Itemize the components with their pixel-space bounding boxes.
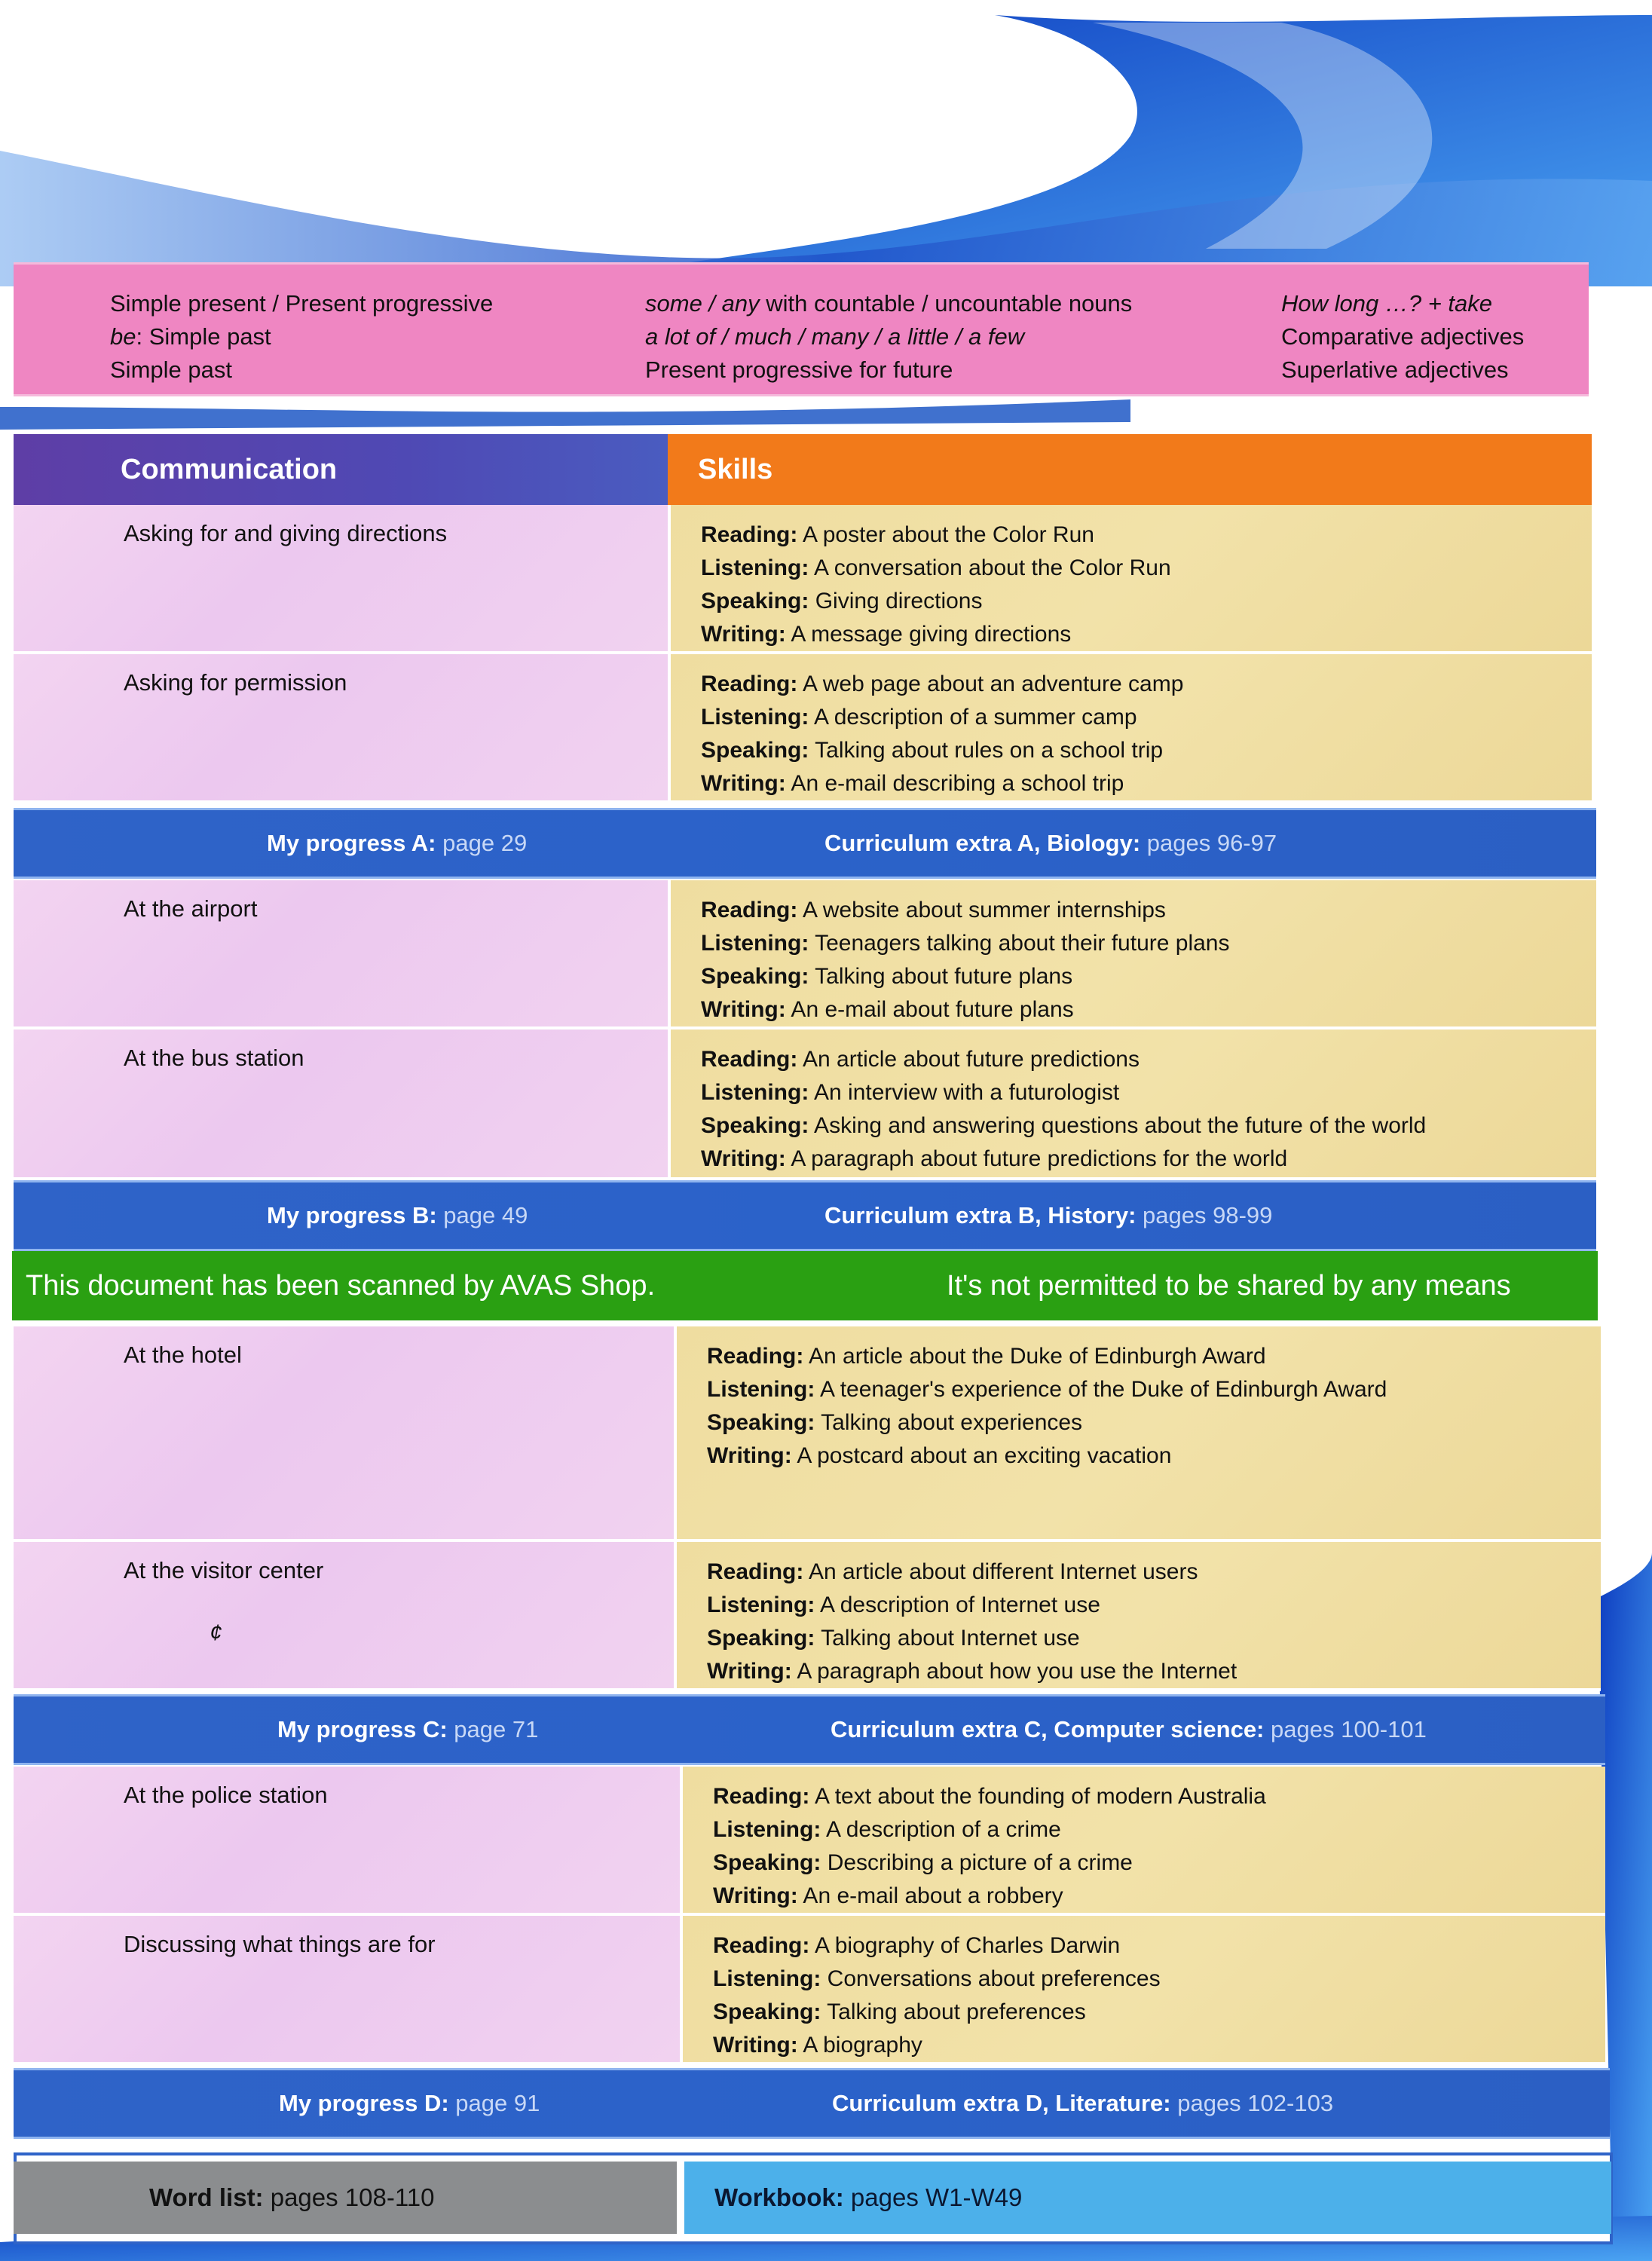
- progress-page: page 29: [436, 830, 528, 856]
- skill-label: Writing:: [701, 622, 786, 647]
- communication-text: At the hotel: [124, 1342, 242, 1368]
- skill-line: [701, 618, 1592, 651]
- grammar-italic: be: [110, 323, 136, 350]
- skill-label: Writing:: [713, 2033, 798, 2058]
- skill-text: A description of a summer camp: [809, 705, 1137, 730]
- grammar-item: Simple past: [110, 356, 232, 383]
- scan-notice-band: [12, 1251, 1598, 1320]
- skill-text: Giving directions: [809, 589, 983, 613]
- stray-mark: ¢: [210, 1620, 222, 1645]
- skill-line: [713, 1846, 1605, 1880]
- skill-text: An e-mail describing a school trip: [785, 771, 1124, 796]
- grammar-item: [645, 320, 1132, 353]
- communication-text: Asking for permission: [124, 669, 347, 696]
- my-progress-c: [277, 1697, 538, 1763]
- skill-text: A text about the founding of modern Australia: [809, 1784, 1266, 1809]
- communication-cell: [14, 1326, 674, 1542]
- communication-text: At the visitor center: [124, 1557, 324, 1583]
- skill-text: Talking about experiences: [815, 1410, 1083, 1435]
- progress-label: My progress C:: [277, 1716, 448, 1742]
- skills-cell: [680, 1916, 1605, 2065]
- skill-line: [707, 1556, 1601, 1589]
- workbook-label: Workbook:: [714, 2183, 844, 2211]
- communication-cell: [14, 1542, 674, 1691]
- skill-label: Listening:: [707, 1592, 815, 1617]
- grammar-italic: any: [721, 290, 760, 317]
- progress-band-d: [14, 2068, 1610, 2139]
- workbook-pages: pages W1-W49: [843, 2183, 1023, 2211]
- skill-label: Reading:: [707, 1559, 804, 1584]
- progress-page: page 91: [448, 2090, 540, 2116]
- skill-line: [707, 1440, 1601, 1473]
- grammar-italic: How long …? + take: [1281, 290, 1493, 317]
- curriculum-extra-d: [832, 2070, 1333, 2137]
- skill-line: [701, 1043, 1596, 1076]
- skill-text: A conversation about the Color Run: [809, 555, 1171, 580]
- skill-label: Writing:: [701, 997, 786, 1022]
- skill-text: Asking and answering questions about the future of the world: [809, 1113, 1427, 1138]
- skill-line: [701, 734, 1592, 767]
- skill-label: Reading:: [701, 1047, 798, 1072]
- progress-page: page 71: [447, 1716, 539, 1742]
- skill-label: Writing:: [701, 771, 786, 796]
- skill-line: [707, 1406, 1601, 1440]
- skill-label: Listening:: [701, 555, 809, 580]
- skill-line: [713, 1780, 1605, 1813]
- curriculum-extra-a: [824, 810, 1277, 877]
- skill-text: A poster about the Color Run: [797, 522, 1094, 547]
- skill-label: Speaking:: [701, 589, 809, 613]
- extra-label: Curriculum extra B, History:: [824, 1202, 1137, 1228]
- grammar-item: Comparative adjectives: [1281, 323, 1525, 350]
- skill-label: Reading:: [701, 898, 798, 922]
- skill-label: Listening:: [701, 1080, 809, 1105]
- skill-label: Speaking:: [701, 1113, 809, 1138]
- skill-label: Listening:: [707, 1377, 815, 1402]
- skill-label: Writing:: [707, 1659, 792, 1684]
- skill-text: An e-mail about future plans: [785, 997, 1074, 1022]
- skill-text: An article about different Internet users: [803, 1559, 1198, 1584]
- skill-line: [701, 1109, 1596, 1143]
- skill-line: [707, 1655, 1601, 1688]
- communication-cell: [14, 880, 668, 1030]
- skill-text: A web page about an adventure camp: [797, 672, 1184, 696]
- communication-cell: [14, 1767, 680, 1916]
- skill-line: [713, 1929, 1605, 1963]
- skills-cell: [668, 1030, 1596, 1180]
- skill-label: Reading:: [701, 522, 798, 547]
- skill-label: Writing:: [701, 1146, 786, 1171]
- skills-cell: [668, 880, 1596, 1030]
- skill-label: Speaking:: [707, 1410, 815, 1435]
- skill-label: Reading:: [713, 1933, 810, 1958]
- communication-text: At the bus station: [124, 1045, 304, 1071]
- grammar-item: Superlative adjectives: [1281, 356, 1509, 383]
- skill-label: Writing:: [707, 1443, 792, 1468]
- progress-label: My progress D:: [279, 2090, 449, 2116]
- skill-text: Talking about rules on a school trip: [809, 738, 1164, 763]
- grammar-italic: some: [645, 290, 702, 317]
- grammar-text: with countable / uncountable nouns: [759, 290, 1133, 317]
- grammar-column-3: [1281, 287, 1524, 387]
- skill-label: Speaking:: [701, 738, 809, 763]
- communication-text: Discussing what things are for: [124, 1931, 436, 1957]
- communication-cell: [14, 505, 668, 654]
- workbook-box: [684, 2162, 1611, 2234]
- skill-label: Listening:: [713, 1966, 821, 1991]
- skill-line: [701, 1143, 1596, 1176]
- skill-text: A teenager's experience of the Duke of Edinburgh Award: [815, 1377, 1387, 1402]
- skill-line: [701, 552, 1592, 585]
- skill-text: Teenagers talking about their future plans: [809, 931, 1230, 956]
- skill-line: [701, 519, 1592, 552]
- communication-cell: [14, 1916, 680, 2065]
- grammar-band: [14, 262, 1589, 396]
- skill-text: An article about the Duke of Edinburgh Award: [803, 1344, 1266, 1369]
- skill-text: A website about summer internships: [797, 898, 1166, 922]
- progress-band-a: [14, 808, 1596, 879]
- progress-label: My progress B:: [267, 1202, 437, 1228]
- skills-header: Skills: [668, 434, 1592, 505]
- grammar-text: : Simple past: [136, 323, 271, 350]
- curriculum-extra-b: [824, 1183, 1272, 1249]
- grammar-item: [1281, 287, 1524, 320]
- extra-label: Curriculum extra C, Computer science:: [831, 1716, 1265, 1742]
- skill-text: Talking about future plans: [809, 964, 1073, 989]
- skills-cell: [680, 1767, 1605, 1916]
- word-list-pages: pages 108-110: [263, 2183, 435, 2211]
- skill-text: An interview with a futurologist: [809, 1080, 1120, 1105]
- grammar-item: Present progressive for future: [645, 356, 953, 383]
- skill-line: [713, 1880, 1605, 1913]
- skill-line: [707, 1340, 1601, 1373]
- skill-text: A biography: [797, 2033, 922, 2058]
- grammar-column-1: [110, 287, 493, 387]
- word-list-box: [14, 2162, 677, 2234]
- scan-notice-left: This document has been scanned by AVAS Shop.: [26, 1270, 656, 1302]
- skill-label: Listening:: [701, 705, 809, 730]
- skill-label: Reading:: [713, 1784, 810, 1809]
- skill-line: [707, 1589, 1601, 1622]
- progress-band-c: [14, 1694, 1605, 1765]
- skill-line: [713, 1813, 1605, 1846]
- skill-line: [701, 767, 1592, 800]
- skill-line: [701, 1076, 1596, 1109]
- skill-line: [707, 1622, 1601, 1655]
- skill-line: [713, 1963, 1605, 1996]
- grammar-column-2: [645, 287, 1132, 387]
- skill-line: [701, 894, 1596, 927]
- skill-text: A postcard about an exciting vacation: [791, 1443, 1172, 1468]
- extra-pages: pages 102-103: [1170, 2090, 1334, 2116]
- skill-text: A message giving directions: [785, 622, 1072, 647]
- skill-label: Writing:: [713, 1883, 798, 1908]
- word-list-label: Word list:: [149, 2183, 264, 2211]
- progress-label: My progress A:: [267, 830, 436, 856]
- grammar-item: [645, 287, 1132, 320]
- skill-line: [713, 2029, 1605, 2062]
- skill-label: Listening:: [713, 1817, 821, 1842]
- grammar-italic: a lot of / much / many / a little / a few: [645, 323, 1025, 350]
- grammar-item: [110, 320, 493, 353]
- extra-pages: pages 96-97: [1140, 830, 1277, 856]
- grammar-italic: /: [702, 290, 722, 317]
- communication-cell: [14, 1030, 668, 1180]
- skill-text: Describing a picture of a crime: [821, 1850, 1133, 1875]
- progress-page: page 49: [436, 1202, 528, 1228]
- skill-line: [707, 1373, 1601, 1406]
- my-progress-d: [279, 2070, 540, 2137]
- skill-label: Speaking:: [701, 964, 809, 989]
- skills-cell: [668, 654, 1592, 803]
- extra-pages: pages 98-99: [1136, 1202, 1273, 1228]
- my-progress-a: [267, 810, 527, 877]
- skill-text: An article about future predictions: [797, 1047, 1140, 1072]
- skill-text: A description of Internet use: [815, 1592, 1100, 1617]
- skills-cell: [668, 505, 1592, 654]
- skill-label: Reading:: [701, 672, 798, 696]
- skill-text: Talking about preferences: [821, 1999, 1086, 2024]
- curriculum-extra-c: [831, 1697, 1427, 1763]
- communication-cell: [14, 654, 668, 803]
- skill-line: [701, 993, 1596, 1026]
- skill-line: [701, 927, 1596, 960]
- skill-line: [701, 960, 1596, 993]
- extra-pages: pages 100-101: [1264, 1716, 1427, 1742]
- grammar-item: Simple present / Present progressive: [110, 290, 494, 317]
- skill-label: Speaking:: [707, 1626, 815, 1651]
- my-progress-b: [267, 1183, 528, 1249]
- skill-text: An e-mail about a robbery: [797, 1883, 1063, 1908]
- skill-line: [701, 701, 1592, 734]
- skill-line: [701, 668, 1592, 701]
- skills-cell: [674, 1542, 1601, 1691]
- skill-line: [701, 585, 1592, 618]
- skill-label: Listening:: [701, 931, 809, 956]
- communication-text: Asking for and giving directions: [124, 520, 448, 546]
- skills-cell: [674, 1326, 1601, 1542]
- skill-label: Speaking:: [713, 1999, 821, 2024]
- skill-line: [713, 1996, 1605, 2029]
- skill-text: A description of a crime: [821, 1817, 1061, 1842]
- skill-text: Talking about Internet use: [815, 1626, 1080, 1651]
- skill-text: A biography of Charles Darwin: [809, 1933, 1121, 1958]
- skill-label: Reading:: [707, 1344, 804, 1369]
- skill-label: Speaking:: [713, 1850, 821, 1875]
- communication-text: At the police station: [124, 1782, 328, 1808]
- skill-text: Conversations about preferences: [821, 1966, 1161, 1991]
- extra-label: Curriculum extra A, Biology:: [824, 830, 1141, 856]
- communication-header: Communication: [14, 434, 668, 505]
- skill-text: A paragraph about how you use the Internet: [791, 1659, 1237, 1684]
- progress-band-b: [14, 1180, 1596, 1251]
- skill-text: A paragraph about future predictions for the world: [785, 1146, 1288, 1171]
- extra-label: Curriculum extra D, Literature:: [832, 2090, 1171, 2116]
- communication-text: At the airport: [124, 895, 258, 922]
- scan-notice-right: It's not permitted to be shared by any means: [947, 1270, 1511, 1302]
